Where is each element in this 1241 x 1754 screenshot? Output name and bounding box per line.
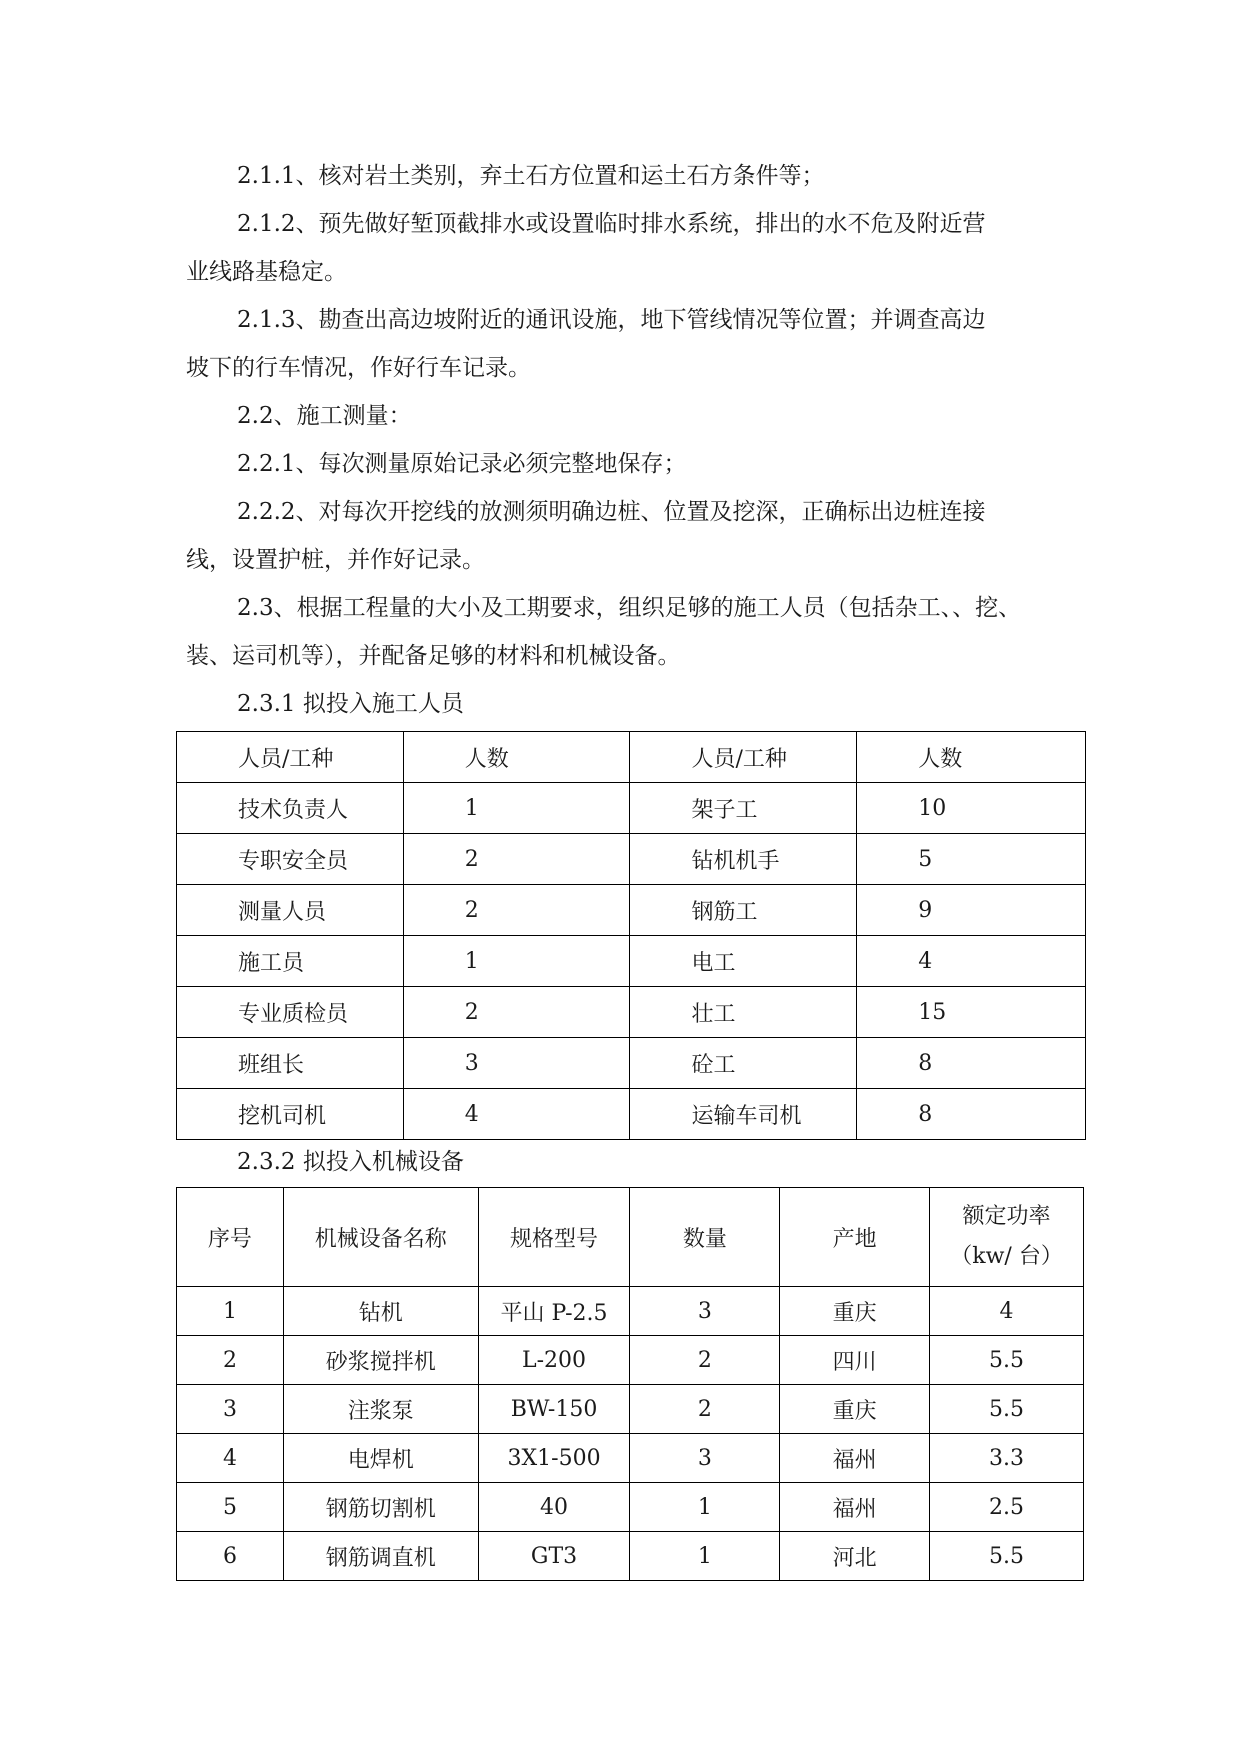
- paragraph-line: 2.2.1、每次测量原始记录必须完整地保存；: [237, 451, 687, 477]
- table-cell: 6: [177, 1532, 284, 1581]
- table-header-cell: 人员/工种: [630, 732, 857, 783]
- paragraph-line: 线，设置护桩，并作好记录。: [186, 547, 485, 573]
- paragraph-2-2-1: [186, 440, 1086, 488]
- table-row: [177, 987, 1086, 1038]
- table-cell: BW-150: [478, 1385, 630, 1434]
- table-cell: 钻机机手: [630, 834, 857, 885]
- table-row: [177, 1336, 1084, 1385]
- table-cell: 4: [857, 936, 1086, 987]
- table-cell: 1: [177, 1287, 284, 1336]
- table-cell: 技术负责人: [177, 783, 404, 834]
- table-cell: 重庆: [780, 1385, 930, 1434]
- table-row: [177, 1532, 1084, 1581]
- table-cell: 福州: [780, 1483, 930, 1532]
- table-cell: 3: [630, 1287, 780, 1336]
- table-row: [177, 885, 1086, 936]
- table-cell: 8: [857, 1089, 1086, 1140]
- table-cell: 测量人员: [177, 885, 404, 936]
- paragraph-line: 2.3.1 拟投入施工人员: [237, 691, 464, 717]
- table-row: [177, 936, 1086, 987]
- table-cell: 1: [630, 1532, 780, 1581]
- table-cell: 4: [403, 1089, 630, 1140]
- table-cell: 5.5: [930, 1336, 1084, 1385]
- table-cell: 2: [403, 885, 630, 936]
- table-cell: 电焊机: [283, 1434, 478, 1483]
- table-row: [177, 1434, 1084, 1483]
- table-cell: 3: [630, 1434, 780, 1483]
- table-header-row: [177, 1188, 1084, 1287]
- table-row: [177, 1038, 1086, 1089]
- table-row: [177, 1483, 1084, 1532]
- table-cell: 福州: [780, 1434, 930, 1483]
- table-cell: 电工: [630, 936, 857, 987]
- table-cell: 5: [177, 1483, 284, 1532]
- paragraph-line: 2.1.1、核对岩土类别，弃土石方位置和运土石方条件等；: [237, 163, 825, 189]
- table-header-cell: 人员/工种: [177, 732, 404, 783]
- table-row: [177, 783, 1086, 834]
- table-row: [177, 834, 1086, 885]
- heading-2-3-2: [186, 1138, 1086, 1186]
- table-cell: 8: [857, 1038, 1086, 1089]
- table-cell: 河北: [780, 1532, 930, 1581]
- table-cell: 1: [403, 936, 630, 987]
- table-cell: 钢筋切割机: [283, 1483, 478, 1532]
- table-cell: 注浆泵: [283, 1385, 478, 1434]
- paragraph-line: 业线路基稳定。: [186, 259, 347, 285]
- heading-2-3-1: [186, 680, 1086, 728]
- table-cell: 重庆: [780, 1287, 930, 1336]
- table-header-cell: 数量: [630, 1188, 780, 1287]
- table-cell: 班组长: [177, 1038, 404, 1089]
- paragraph-line: 2.1.3、勘查出高边坡附近的通讯设施，地下管线情况等位置；并调查高边: [237, 307, 986, 333]
- table-cell: 专职安全员: [177, 834, 404, 885]
- table-cell: 挖机司机: [177, 1089, 404, 1140]
- table-cell: 砂浆搅拌机: [283, 1336, 478, 1385]
- table-cell: 10: [857, 783, 1086, 834]
- paragraph-2-3: [186, 584, 1086, 680]
- table-cell: 4: [930, 1287, 1084, 1336]
- power-header-line: （kw/ 台）: [950, 1244, 1063, 1269]
- paragraph-line: 2.2、施工测量：: [237, 403, 412, 429]
- table-cell: 5.5: [930, 1532, 1084, 1581]
- table-cell: GT3: [478, 1532, 630, 1581]
- table-cell: 2: [630, 1385, 780, 1434]
- table-cell: 运输车司机: [630, 1089, 857, 1140]
- paragraph-line: 2.3.2 拟投入机械设备: [237, 1149, 464, 1175]
- table-row: [177, 1287, 1084, 1336]
- paragraph-2-2-2: [186, 488, 1086, 584]
- table-header-cell: 人数: [857, 732, 1086, 783]
- table-cell: 壮工: [630, 987, 857, 1038]
- table-cell: 2: [403, 987, 630, 1038]
- table-header-cell: 机械设备名称: [283, 1188, 478, 1287]
- paragraph-line: 2.2.2、对每次开挖线的放测须明确边桩、位置及挖深，正确标出边桩连接: [237, 499, 986, 525]
- table-cell: 专业质检员: [177, 987, 404, 1038]
- paragraph-line: 2.1.2、预先做好堑顶截排水或设置临时排水系统，排出的水不危及附近营: [237, 211, 986, 237]
- table-cell: 平山 P-2.5: [478, 1287, 630, 1336]
- table-cell: 钢筋工: [630, 885, 857, 936]
- table-header-row: [177, 732, 1086, 783]
- machine-table: [176, 1187, 1084, 1581]
- table-cell: 1: [403, 783, 630, 834]
- table-cell: 2: [630, 1336, 780, 1385]
- table-header-cell: 产地: [780, 1188, 930, 1287]
- table-cell: 2: [403, 834, 630, 885]
- table-cell: 2: [177, 1336, 284, 1385]
- table-row: [177, 1385, 1084, 1434]
- power-header-line: 额定功率: [962, 1204, 1051, 1229]
- paragraph-2-1-3: [186, 296, 1086, 392]
- table-cell: 9: [857, 885, 1086, 936]
- table-cell: 3.3: [930, 1434, 1084, 1483]
- table-cell: 15: [857, 987, 1086, 1038]
- table-cell: 四川: [780, 1336, 930, 1385]
- table-cell: 钢筋调直机: [283, 1532, 478, 1581]
- staff-table: [176, 731, 1086, 1140]
- table-header-cell: 规格型号: [478, 1188, 630, 1287]
- table-cell: 砼工: [630, 1038, 857, 1089]
- table-cell: 40: [478, 1483, 630, 1532]
- table-cell: 4: [177, 1434, 284, 1483]
- table-cell: 3X1-500: [478, 1434, 630, 1483]
- table-cell: 架子工: [630, 783, 857, 834]
- paragraph-line: 坡下的行车情况，作好行车记录。: [186, 355, 531, 381]
- table-cell: 施工员: [177, 936, 404, 987]
- paragraph-line: 2.3、根据工程量的大小及工期要求，组织足够的施工人员（包括杂工、、挖、: [237, 595, 1022, 621]
- table-cell: 5.5: [930, 1385, 1084, 1434]
- heading-2-2: [186, 392, 1086, 440]
- paragraph-2-1-2: [186, 200, 1086, 296]
- table-cell: L-200: [478, 1336, 630, 1385]
- power-header-cell: [930, 1188, 1084, 1287]
- table-cell: 5: [857, 834, 1086, 885]
- table-row: [177, 1089, 1086, 1140]
- paragraph-2-1-1: [186, 152, 1086, 200]
- table-cell: 2.5: [930, 1483, 1084, 1532]
- table-cell: 1: [630, 1483, 780, 1532]
- table-header-cell: 人数: [403, 732, 630, 783]
- table-cell: 钻机: [283, 1287, 478, 1336]
- table-cell: 3: [403, 1038, 630, 1089]
- table-cell: 3: [177, 1385, 284, 1434]
- table-header-cell: 序号: [177, 1188, 284, 1287]
- paragraph-line: 装、运司机等），并配备足够的材料和机械设备。: [186, 643, 681, 669]
